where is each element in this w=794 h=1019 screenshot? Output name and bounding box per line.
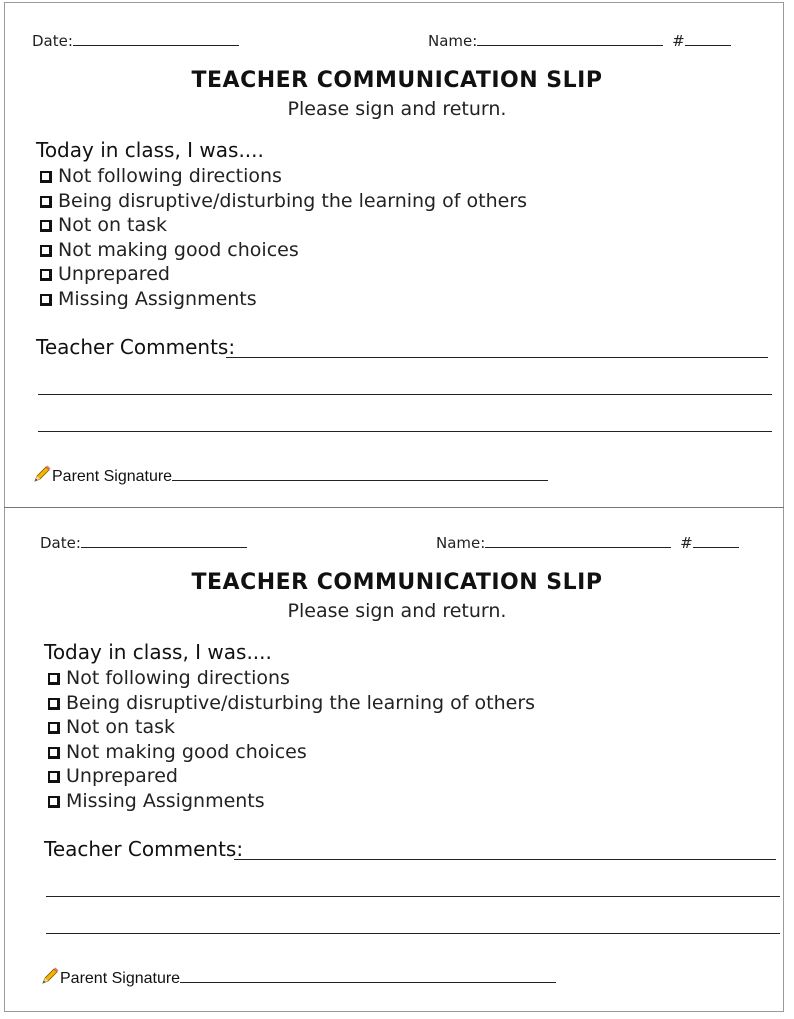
checkbox[interactable] <box>48 747 60 759</box>
checklist-item <box>40 262 527 287</box>
checkbox[interactable] <box>48 722 60 734</box>
signature-label: Parent Signature <box>52 468 173 485</box>
date-blank[interactable] <box>81 533 247 548</box>
checkbox[interactable] <box>48 796 60 808</box>
communication-slip-1 <box>0 0 794 500</box>
checklist-item <box>40 164 527 189</box>
signature-blank[interactable] <box>172 464 548 481</box>
number-blank[interactable] <box>685 31 731 46</box>
pencil-icon <box>32 464 52 484</box>
date-blank[interactable] <box>73 31 239 46</box>
name-blank[interactable] <box>477 31 663 46</box>
comments-line-3[interactable] <box>38 431 772 432</box>
communication-slip-2 <box>8 502 794 1002</box>
intro-text: Today in class, I was.... <box>44 640 272 664</box>
checklist-item-label: Being disruptive/disturbing the learning of others <box>58 189 528 212</box>
checklist-item <box>48 764 535 789</box>
slip-title: TEACHER COMMUNICATION SLIP <box>191 68 603 93</box>
name-label: Name: <box>436 534 486 552</box>
checkbox[interactable] <box>40 294 52 306</box>
slip-subtitle: Please sign and return. <box>287 98 507 120</box>
checkbox[interactable] <box>40 220 52 232</box>
name-blank[interactable] <box>485 533 671 548</box>
checkbox[interactable] <box>48 771 60 783</box>
pencil-icon <box>40 966 60 986</box>
checklist-item <box>48 666 535 691</box>
comments-line-1[interactable] <box>226 357 768 358</box>
name-field <box>428 31 731 50</box>
checklist-item-label: Not on task <box>66 716 176 738</box>
slip-title: TEACHER COMMUNICATION SLIP <box>191 570 603 595</box>
signature-blank[interactable] <box>180 966 556 983</box>
comments-line-3[interactable] <box>46 933 780 934</box>
number-label: # <box>672 32 685 50</box>
checklist-item <box>48 789 535 814</box>
teacher-comments-label: Teacher Comments: <box>36 335 236 359</box>
checkbox[interactable] <box>40 245 52 257</box>
date-field <box>40 533 247 552</box>
checklist-item-label: Missing Assignments <box>58 287 257 310</box>
name-field <box>436 533 739 552</box>
checklist-item <box>48 691 535 716</box>
intro-text: Today in class, I was.... <box>36 138 264 162</box>
checklist-item-label: Being disruptive/disturbing the learning of others <box>66 691 536 714</box>
checklist-item-label: Not following directions <box>58 165 282 187</box>
date-label: Date: <box>40 534 81 552</box>
name-label: Name: <box>428 32 478 50</box>
checklist-item <box>48 740 535 765</box>
checkbox[interactable] <box>40 269 52 281</box>
checklist-item <box>40 287 527 312</box>
checklist-item-label: Not making good choices <box>66 740 307 763</box>
checkbox[interactable] <box>48 698 60 710</box>
checklist-item <box>40 189 527 214</box>
parent-signature-field <box>40 966 556 988</box>
checkbox[interactable] <box>40 171 52 183</box>
checklist-item <box>40 238 527 263</box>
number-label: # <box>680 534 693 552</box>
checklist-item-label: Missing Assignments <box>66 789 265 812</box>
checklist-item-label: Unprepared <box>58 263 170 285</box>
checklist-item <box>48 715 535 740</box>
signature-label: Parent Signature <box>60 970 181 987</box>
parent-signature-field <box>32 464 548 486</box>
behavior-checklist <box>48 666 535 813</box>
comments-line-2[interactable] <box>46 896 780 897</box>
date-field <box>32 31 239 50</box>
comments-line-2[interactable] <box>38 394 772 395</box>
checkbox[interactable] <box>48 673 60 685</box>
checklist-item-label: Not following directions <box>66 667 290 689</box>
checklist-item-label: Unprepared <box>66 765 178 787</box>
number-blank[interactable] <box>693 533 739 548</box>
date-label: Date: <box>32 32 73 50</box>
behavior-checklist <box>40 164 527 311</box>
checklist-item <box>40 213 527 238</box>
teacher-comments-label: Teacher Comments: <box>44 837 244 861</box>
checkbox[interactable] <box>40 196 52 208</box>
comments-line-1[interactable] <box>234 859 776 860</box>
slip-subtitle: Please sign and return. <box>287 600 507 622</box>
checklist-item-label: Not on task <box>58 214 168 236</box>
checklist-item-label: Not making good choices <box>58 238 299 261</box>
